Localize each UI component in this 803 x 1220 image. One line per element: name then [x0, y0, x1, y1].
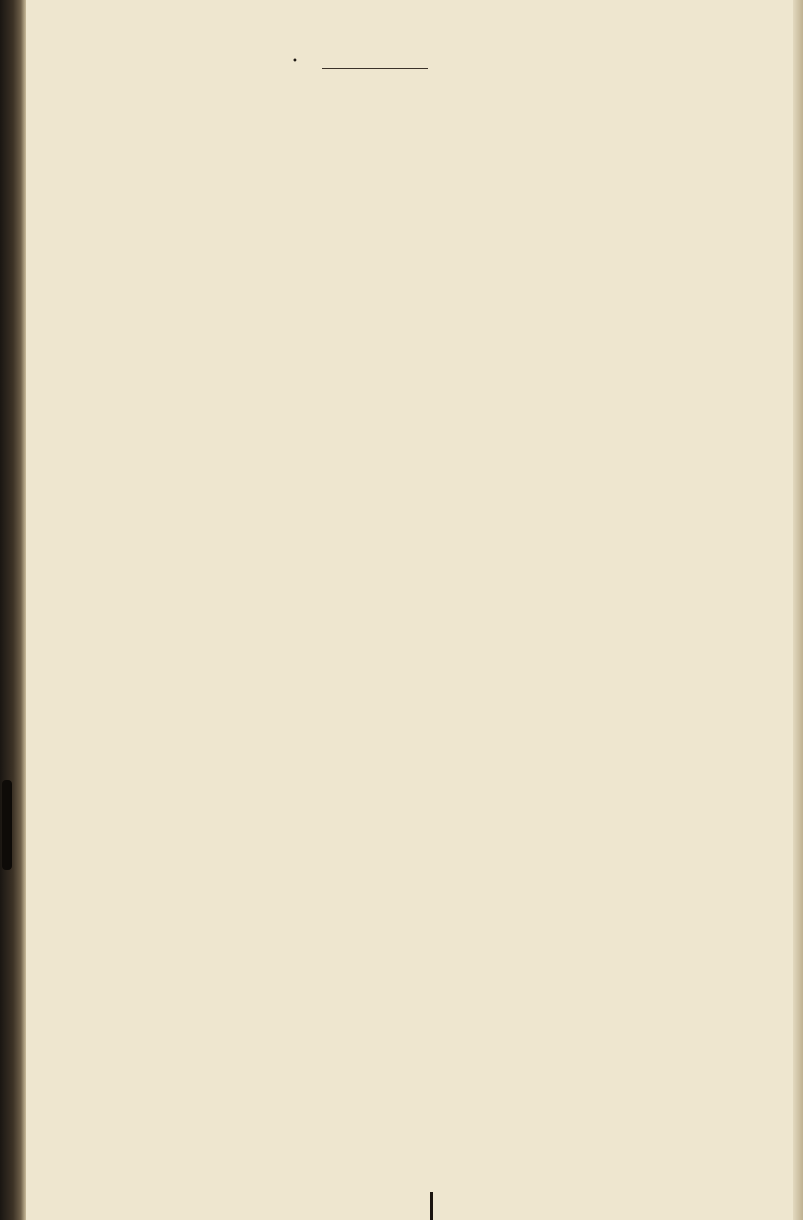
page-number-rule — [322, 68, 428, 69]
library-seal — [430, 1192, 713, 1220]
header-dot: • — [292, 56, 298, 67]
page-right-edge — [793, 0, 803, 1220]
book-binding-edge — [0, 0, 26, 1220]
binding-mark — [2, 780, 12, 870]
